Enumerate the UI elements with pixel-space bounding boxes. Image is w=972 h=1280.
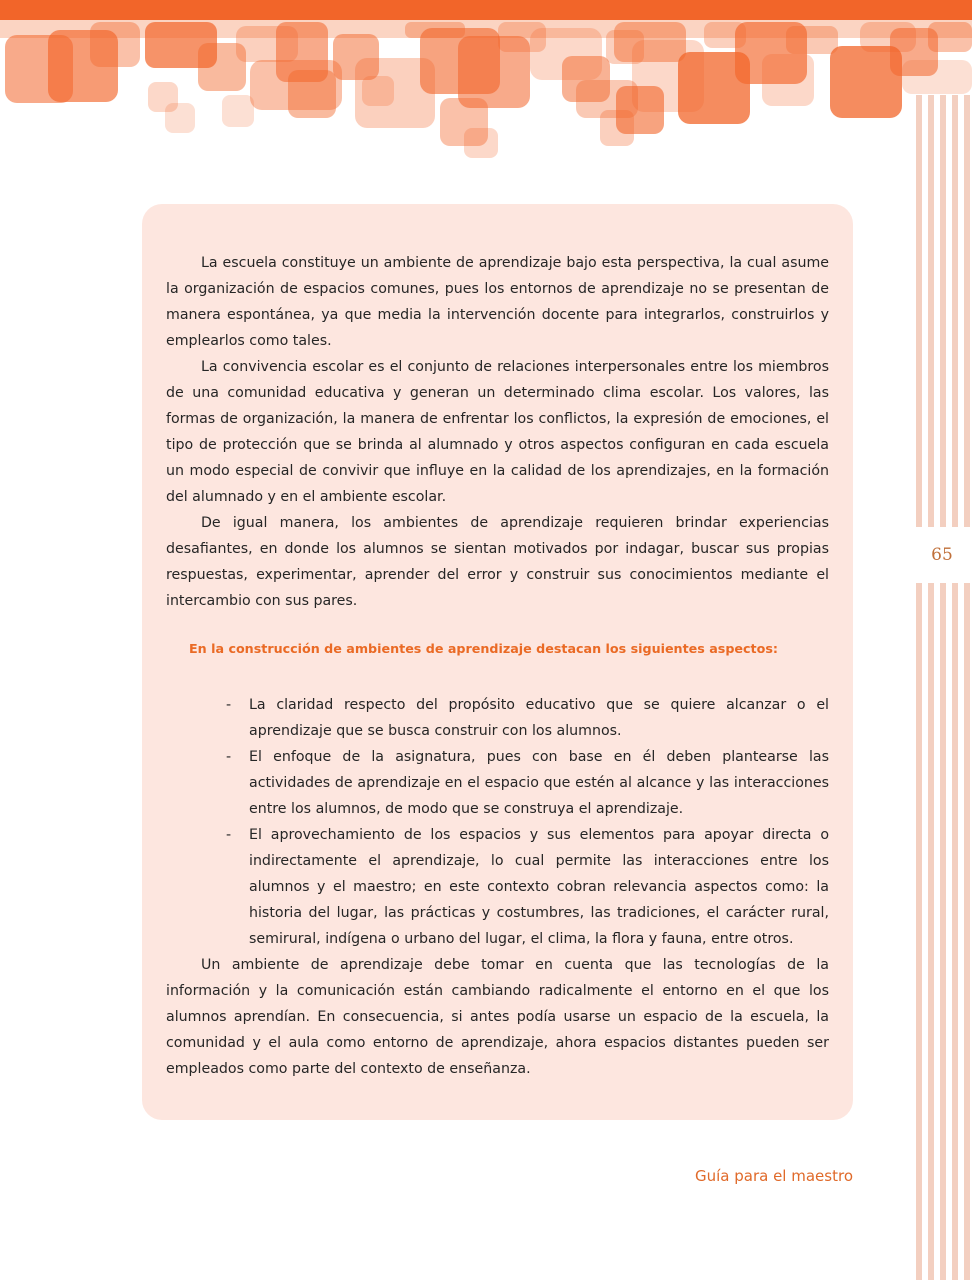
list-item-text: El aprovechamiento de los espacios y sus elementos para apoyar directa o indirectamente el aprendizaje, lo cual permite las interacciones entre los alumnos y el maestro; en este contexto cobran relevancia aspectos como: la historia del lugar, las prácticas y costumbres, las tradiciones, el carácter rural, semirural, indígena o urbano del lugar, el clima, la flora y fauna, entre otros. <box>249 827 829 947</box>
section-heading: En la construcción de ambientes de aprendizaje destacan los siguientes aspectos: <box>189 641 778 656</box>
list-item-text: La claridad respecto del propósito educativo que se quiere alcanzar o el aprendizaje que se busca construir con los alumnos. <box>249 697 829 739</box>
top-accent-bar <box>0 0 972 20</box>
footer-book-title: Guía para el maestro <box>694 1167 853 1185</box>
page-number-box <box>912 527 972 583</box>
list-item <box>166 692 829 744</box>
decorative-side-stripes <box>914 95 972 1280</box>
page-number: 65 <box>931 545 953 565</box>
decorative-squares-banner <box>0 20 972 170</box>
closing-paragraph: Un ambiente de aprendizaje debe tomar en cuenta que las tecnologías de la información y la comunicación están cambiando radicalmente el entorno en el que los alumnos aprendían. En consecuencia, si antes podía usarse un espacio de la escuela, la comunidad y el aula como entorno de aprendizaje, ahora espacios distantes pueden ser empleados como parte del contexto de enseñanza. <box>166 957 829 1077</box>
paragraph-1: La escuela constituye un ambiente de aprendizaje bajo esta perspectiva, la cual asume la organización de espacios comunes, pues los entornos de aprendizaje no se presentan de manera espontánea, ya que media la intervención docente para integrarlos, construirlos y emplearlos como tales. <box>166 255 829 349</box>
list-item <box>166 744 829 822</box>
list-item <box>166 822 829 952</box>
list-item-text: El enfoque de la asignatura, pues con base en él deben plantearse las actividades de aprendizaje en el espacio que estén al alcance y las interacciones entre los alumnos, de modo que se construya el aprendizaje. <box>249 749 829 817</box>
paragraph-3: De igual manera, los ambientes de aprendizaje requieren brindar experiencias desafiantes, en donde los alumnos se sientan motivados por indagar, buscar sus propias respuestas, experimentar, aprender del error y construir sus conocimientos mediante el intercambio con sus pares. <box>166 515 829 609</box>
aspects-list <box>166 692 829 952</box>
bullet-dash: - <box>226 827 232 843</box>
bullet-dash: - <box>226 697 232 713</box>
content-text <box>166 250 829 1082</box>
paragraph-2: La convivencia escolar es el conjunto de relaciones interpersonales entre los miembros de una comunidad educativa y generan un determinado clima escolar. Los valores, las formas de organización, la manera de enfrentar los conflictos, la expresión de emociones, el tipo de protección que se brinda al alumnado y otros aspectos configuran en cada escuela un modo especial de convivir que influye en la calidad de los aprendizajes, en la formación del alumnado y en el ambiente escolar. <box>166 359 829 505</box>
bullet-dash: - <box>226 749 232 765</box>
